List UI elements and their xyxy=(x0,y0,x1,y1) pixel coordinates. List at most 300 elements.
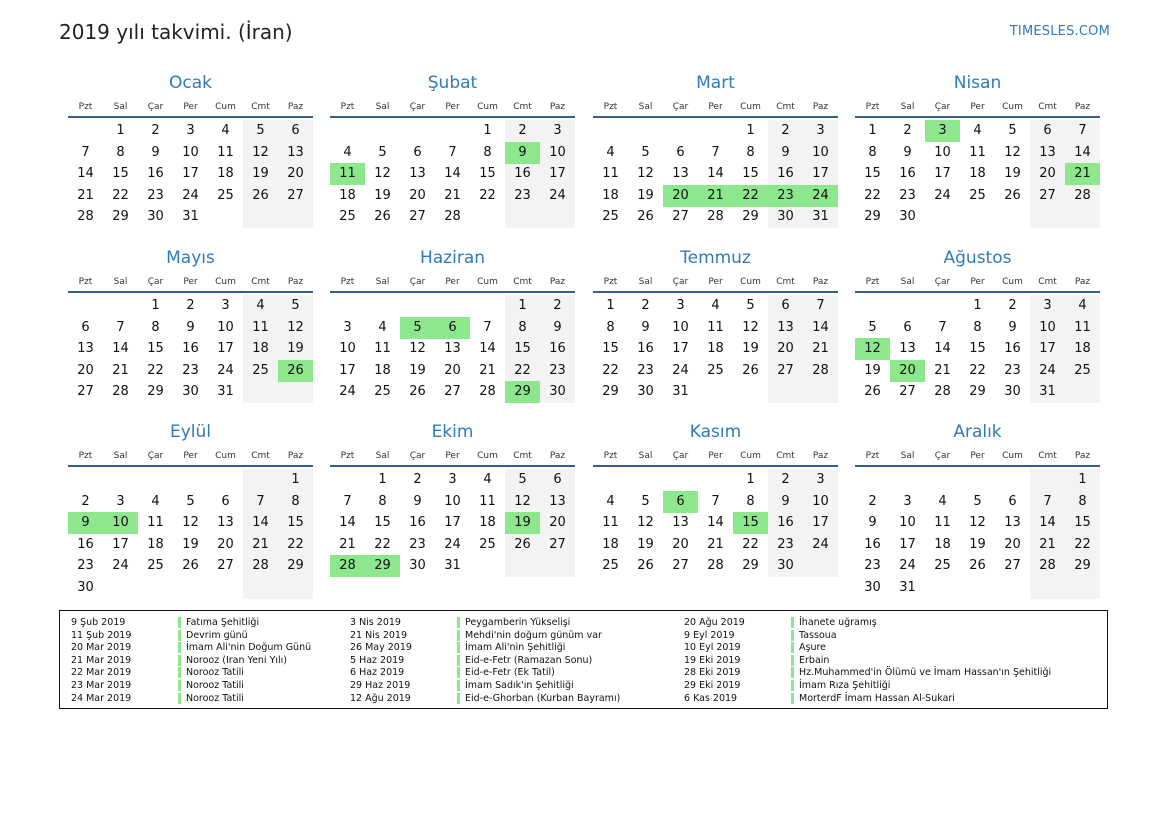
day-cell: 21 xyxy=(707,536,724,552)
day-cell: 21 xyxy=(934,362,951,378)
month-name: Ocak xyxy=(169,73,212,93)
day-cell: 14 xyxy=(707,166,724,182)
day-cell: 24 xyxy=(899,558,916,574)
day-cell: 15 xyxy=(479,166,496,182)
day-cell: 12 xyxy=(374,166,391,182)
month-5 xyxy=(68,250,313,420)
day-cell: 21 xyxy=(444,187,461,203)
holiday-date: 24 Mar 2019 xyxy=(71,692,132,704)
day-cell: 25 xyxy=(934,558,951,574)
month-rule xyxy=(330,291,575,293)
day-cell: 2 xyxy=(81,493,90,509)
day-cell: 29 xyxy=(287,558,304,574)
day-cell: 17 xyxy=(339,362,356,378)
day-cell: 15 xyxy=(864,166,881,182)
holiday-name: Eid-e-Ghorban (Kurban Bayramı) xyxy=(457,693,620,704)
day-cell: 9 xyxy=(1008,319,1017,335)
holiday-date: 22 Mar 2019 xyxy=(71,667,132,679)
day-cell: 7 xyxy=(938,319,947,335)
day-cell: 16 xyxy=(777,515,794,531)
month-name: Aralık xyxy=(953,422,1002,442)
holiday-day-cell: 6 xyxy=(663,491,698,513)
day-cell: 11 xyxy=(934,515,951,531)
day-cell: 12 xyxy=(637,166,654,182)
day-cell: 3 xyxy=(816,123,825,138)
day-cell: 1 xyxy=(116,123,125,138)
holiday-name: MorterdF İmam Hassan Al-Sukari xyxy=(791,693,955,704)
day-cell: 16 xyxy=(637,341,654,357)
day-cell: 17 xyxy=(182,166,199,182)
weekday-label: Sal xyxy=(113,451,128,461)
day-cell: 24 xyxy=(549,187,566,203)
weekday-label: Çar xyxy=(409,277,426,287)
day-cell: 31 xyxy=(182,209,199,225)
day-cell: 28 xyxy=(1074,187,1091,203)
day-cell: 31 xyxy=(812,209,829,225)
day-cell: 4 xyxy=(1078,298,1087,313)
day-cell: 7 xyxy=(256,493,265,509)
day-cell: 9 xyxy=(781,144,790,160)
weekday-label: Sal xyxy=(375,451,390,461)
weekday-label: Çar xyxy=(934,451,951,461)
weekday-label: Cum xyxy=(477,451,498,461)
weekday-label: Per xyxy=(183,277,198,287)
day-cell: 10 xyxy=(812,493,829,509)
day-cell: 27 xyxy=(409,209,426,225)
day-cell: 26 xyxy=(742,362,759,378)
day-cell: 16 xyxy=(182,341,199,357)
day-cell: 4 xyxy=(606,493,615,509)
day-cell: 17 xyxy=(899,536,916,552)
day-cell: 19 xyxy=(1004,166,1021,182)
day-cell: 3 xyxy=(553,123,562,138)
day-cell: 6 xyxy=(903,319,912,335)
day-cell: 18 xyxy=(374,362,391,378)
site-link[interactable]: TIMESLES.COM xyxy=(1009,24,1110,39)
day-grid xyxy=(68,469,313,594)
weekday-label: Cum xyxy=(1002,277,1023,287)
day-cell: 5 xyxy=(868,319,877,335)
day-cell: 3 xyxy=(903,493,912,509)
day-cell: 27 xyxy=(672,558,689,574)
day-cell: 5 xyxy=(378,144,387,160)
day-cell: 3 xyxy=(676,298,685,313)
day-cell: 28 xyxy=(112,384,129,400)
day-cell: 21 xyxy=(339,536,356,552)
weekday-header xyxy=(68,102,313,116)
holiday-day-cell: 21 xyxy=(698,185,733,207)
day-cell: 3 xyxy=(1043,298,1052,313)
day-cell: 26 xyxy=(637,209,654,225)
holiday-date: 11 Şub 2019 xyxy=(71,629,132,641)
day-cell: 19 xyxy=(742,341,759,357)
day-cell: 8 xyxy=(973,319,982,335)
day-grid xyxy=(855,120,1100,245)
day-cell: 2 xyxy=(641,298,650,313)
day-cell: 30 xyxy=(637,384,654,400)
day-cell: 14 xyxy=(339,515,356,531)
day-cell: 12 xyxy=(637,515,654,531)
holiday-date: 23 Mar 2019 xyxy=(71,679,132,691)
day-cell: 20 xyxy=(217,536,234,552)
day-cell: 22 xyxy=(742,536,759,552)
holiday-name: Eid-e-Fetr (Ramazan Sonu) xyxy=(457,655,592,666)
day-cell: 9 xyxy=(903,144,912,160)
holiday-date: 9 Eyl 2019 xyxy=(684,629,735,641)
day-cell: 3 xyxy=(343,319,352,335)
day-cell: 16 xyxy=(899,166,916,182)
holiday-name: İmam Sadık'ın Şehitliği xyxy=(457,680,574,691)
day-cell: 23 xyxy=(147,187,164,203)
day-cell: 10 xyxy=(339,341,356,357)
weekday-label: Cmt xyxy=(251,451,270,461)
day-cell: 19 xyxy=(374,187,391,203)
day-cell: 24 xyxy=(672,362,689,378)
weekday-header xyxy=(855,102,1100,116)
month-name: Ekim xyxy=(431,422,474,442)
day-cell: 2 xyxy=(151,123,160,138)
day-cell: 17 xyxy=(549,166,566,182)
day-cell: 26 xyxy=(637,558,654,574)
weekday-label: Çar xyxy=(147,277,164,287)
month-name: Mayıs xyxy=(166,248,215,268)
day-cell: 9 xyxy=(151,144,160,160)
day-cell: 8 xyxy=(868,144,877,160)
day-cell: 4 xyxy=(973,123,982,138)
day-cell: 20 xyxy=(549,515,566,531)
weekday-label: Çar xyxy=(672,277,689,287)
day-cell: 5 xyxy=(641,493,650,509)
day-cell: 5 xyxy=(291,298,300,313)
day-cell: 31 xyxy=(217,384,234,400)
day-cell: 22 xyxy=(112,187,129,203)
day-cell: 17 xyxy=(812,515,829,531)
day-cell: 22 xyxy=(479,187,496,203)
weekday-label: Çar xyxy=(672,451,689,461)
day-cell: 31 xyxy=(1039,384,1056,400)
holiday-day-cell: 22 xyxy=(733,185,768,207)
day-grid xyxy=(855,469,1100,594)
day-cell: 11 xyxy=(602,515,619,531)
day-cell: 3 xyxy=(221,298,230,313)
day-cell: 10 xyxy=(812,144,829,160)
day-cell: 17 xyxy=(444,515,461,531)
weekday-label: Sal xyxy=(638,277,653,287)
weekday-label: Cmt xyxy=(251,277,270,287)
day-cell: 12 xyxy=(287,319,304,335)
holiday-day-cell: 23 xyxy=(768,185,803,207)
holiday-name: İmam Ali'nin Şehitliği xyxy=(457,642,565,653)
day-cell: 2 xyxy=(553,298,562,313)
day-cell: 20 xyxy=(1004,536,1021,552)
weekday-header xyxy=(330,451,575,465)
weekday-label: Cum xyxy=(215,451,236,461)
day-cell: 18 xyxy=(934,536,951,552)
weekday-label: Pzt xyxy=(603,102,618,112)
weekday-label: Pzt xyxy=(340,102,355,112)
weekday-label: Sal xyxy=(638,451,653,461)
holiday-day-cell: 9 xyxy=(505,142,540,164)
day-cell: 6 xyxy=(553,472,562,487)
day-grid xyxy=(330,469,575,594)
weekday-label: Cmt xyxy=(513,102,532,112)
day-cell: 27 xyxy=(1004,558,1021,574)
day-cell: 2 xyxy=(1008,298,1017,313)
day-cell: 22 xyxy=(864,187,881,203)
weekday-header xyxy=(593,102,838,116)
day-cell: 14 xyxy=(252,515,269,531)
month-rule xyxy=(68,291,313,293)
day-cell: 25 xyxy=(969,187,986,203)
weekday-label: Per xyxy=(445,102,460,112)
day-cell: 11 xyxy=(602,166,619,182)
day-cell: 10 xyxy=(1039,319,1056,335)
day-cell: 19 xyxy=(409,362,426,378)
holiday-date: 19 Eki 2019 xyxy=(684,654,741,666)
day-cell: 19 xyxy=(182,536,199,552)
day-cell: 16 xyxy=(514,166,531,182)
day-cell: 28 xyxy=(252,558,269,574)
day-cell: 5 xyxy=(746,298,755,313)
holiday-day-cell: 10 xyxy=(103,512,138,534)
day-cell: 27 xyxy=(1039,187,1056,203)
holiday-day-cell: 21 xyxy=(1065,163,1100,185)
day-cell: 17 xyxy=(812,166,829,182)
holiday-day-cell: 3 xyxy=(925,120,960,142)
month-rule xyxy=(68,116,313,118)
month-rule xyxy=(68,465,313,467)
day-cell: 23 xyxy=(777,536,794,552)
holiday-name: İhanete uğramış xyxy=(791,617,877,628)
weekday-label: Sal xyxy=(900,102,915,112)
day-cell: 22 xyxy=(602,362,619,378)
day-cell: 22 xyxy=(969,362,986,378)
day-cell: 17 xyxy=(217,341,234,357)
holiday-name: Peygamberin Yükselişi xyxy=(457,617,570,628)
weekday-label: Sal xyxy=(375,277,390,287)
day-cell: 27 xyxy=(777,362,794,378)
day-cell: 5 xyxy=(1008,123,1017,138)
day-cell: 14 xyxy=(479,341,496,357)
day-cell: 8 xyxy=(483,144,492,160)
day-cell: 26 xyxy=(1004,187,1021,203)
month-name: Nisan xyxy=(953,73,1002,93)
day-cell: 8 xyxy=(116,144,125,160)
day-cell: 13 xyxy=(899,341,916,357)
day-cell: 3 xyxy=(448,472,457,487)
weekday-header xyxy=(68,277,313,291)
day-cell: 23 xyxy=(514,187,531,203)
day-cell: 13 xyxy=(549,493,566,509)
day-cell: 21 xyxy=(812,341,829,357)
day-cell: 4 xyxy=(221,123,230,138)
day-cell: 26 xyxy=(409,384,426,400)
day-cell: 2 xyxy=(781,472,790,487)
day-cell: 18 xyxy=(602,536,619,552)
month-rule xyxy=(855,465,1100,467)
month-name: Haziran xyxy=(419,248,486,268)
weekday-label: Paz xyxy=(549,102,566,112)
day-cell: 26 xyxy=(864,384,881,400)
day-cell: 15 xyxy=(147,341,164,357)
day-cell: 23 xyxy=(637,362,654,378)
holiday-day-cell: 12 xyxy=(855,338,890,360)
day-cell: 20 xyxy=(287,166,304,182)
weekday-header xyxy=(855,451,1100,465)
day-cell: 22 xyxy=(514,362,531,378)
day-cell: 6 xyxy=(781,298,790,313)
weekday-label: Çar xyxy=(672,102,689,112)
weekday-label: Pzt xyxy=(603,451,618,461)
weekday-header xyxy=(855,277,1100,291)
day-cell: 17 xyxy=(672,341,689,357)
day-cell: 13 xyxy=(287,144,304,160)
day-cell: 29 xyxy=(864,209,881,225)
holiday-day-cell: 29 xyxy=(505,381,540,403)
weekday-label: Pzt xyxy=(340,277,355,287)
day-cell: 20 xyxy=(1039,166,1056,182)
day-cell: 25 xyxy=(602,558,619,574)
day-cell: 5 xyxy=(641,144,650,160)
day-cell: 24 xyxy=(112,558,129,574)
day-cell: 19 xyxy=(637,187,654,203)
day-cell: 14 xyxy=(934,341,951,357)
day-cell: 27 xyxy=(77,384,94,400)
holiday-day-cell: 28 xyxy=(330,555,365,577)
day-cell: 12 xyxy=(969,515,986,531)
holiday-name: Devrim günü xyxy=(178,630,248,641)
holiday-day-cell: 15 xyxy=(733,512,768,534)
day-cell: 21 xyxy=(77,187,94,203)
weekday-label: Per xyxy=(708,451,723,461)
weekday-label: Cmt xyxy=(1038,277,1057,287)
day-cell: 14 xyxy=(812,319,829,335)
weekday-header xyxy=(593,277,838,291)
day-cell: 30 xyxy=(864,580,881,595)
day-cell: 30 xyxy=(777,209,794,225)
month-2 xyxy=(330,75,575,245)
day-cell: 16 xyxy=(147,166,164,182)
day-cell: 2 xyxy=(518,123,527,138)
day-cell: 23 xyxy=(1004,362,1021,378)
day-cell: 26 xyxy=(182,558,199,574)
day-cell: 6 xyxy=(1008,493,1017,509)
day-cell: 28 xyxy=(77,209,94,225)
day-cell: 10 xyxy=(182,144,199,160)
day-cell: 27 xyxy=(444,384,461,400)
day-cell: 6 xyxy=(81,319,90,335)
weekday-label: Pzt xyxy=(78,277,93,287)
day-cell: 13 xyxy=(444,341,461,357)
day-cell: 7 xyxy=(1078,123,1087,138)
day-cell: 24 xyxy=(217,362,234,378)
day-cell: 20 xyxy=(444,362,461,378)
weekday-label: Cmt xyxy=(1038,451,1057,461)
holiday-day-cell: 9 xyxy=(68,512,103,534)
day-cell: 11 xyxy=(707,319,724,335)
holiday-name: Norooz (Iran Yeni Yılı) xyxy=(178,655,287,666)
day-grid xyxy=(593,120,838,245)
day-cell: 29 xyxy=(742,558,759,574)
weekday-header xyxy=(593,451,838,465)
weekday-label: Çar xyxy=(409,102,426,112)
day-cell: 12 xyxy=(182,515,199,531)
day-cell: 4 xyxy=(256,298,265,313)
month-10 xyxy=(330,424,575,594)
day-cell: 28 xyxy=(479,384,496,400)
day-cell: 17 xyxy=(112,536,129,552)
day-cell: 30 xyxy=(777,558,794,574)
day-cell: 18 xyxy=(339,187,356,203)
day-cell: 19 xyxy=(637,536,654,552)
day-cell: 28 xyxy=(444,209,461,225)
weekday-label: Paz xyxy=(549,451,566,461)
weekday-label: Paz xyxy=(1074,102,1091,112)
month-4 xyxy=(855,75,1100,245)
weekday-label: Sal xyxy=(113,277,128,287)
weekday-label: Paz xyxy=(1074,277,1091,287)
holiday-day-cell: 5 xyxy=(400,317,435,339)
weekday-label: Per xyxy=(708,277,723,287)
weekday-label: Sal xyxy=(638,102,653,112)
day-cell: 31 xyxy=(672,384,689,400)
day-cell: 15 xyxy=(514,341,531,357)
weekday-label: Cum xyxy=(477,102,498,112)
day-cell: 27 xyxy=(899,384,916,400)
day-cell: 16 xyxy=(864,536,881,552)
day-cell: 9 xyxy=(186,319,195,335)
holiday-name: Hz.Muhammed'in Ölümü ve İmam Hassan'ın Şehitliği xyxy=(791,667,1051,678)
day-cell: 30 xyxy=(77,580,94,595)
day-cell: 29 xyxy=(147,384,164,400)
weekday-label: Pzt xyxy=(340,451,355,461)
day-cell: 13 xyxy=(217,515,234,531)
day-cell: 23 xyxy=(182,362,199,378)
day-cell: 8 xyxy=(746,144,755,160)
day-cell: 30 xyxy=(899,209,916,225)
day-cell: 30 xyxy=(1004,384,1021,400)
day-cell: 6 xyxy=(291,123,300,138)
day-cell: 11 xyxy=(969,144,986,160)
day-cell: 14 xyxy=(1039,515,1056,531)
day-cell: 11 xyxy=(374,341,391,357)
day-grid xyxy=(68,120,313,245)
holiday-day-cell: 6 xyxy=(435,317,470,339)
holiday-date: 5 Haz 2019 xyxy=(350,654,405,666)
day-cell: 18 xyxy=(602,187,619,203)
day-cell: 24 xyxy=(182,187,199,203)
day-cell: 29 xyxy=(969,384,986,400)
day-cell: 9 xyxy=(553,319,562,335)
holiday-date: 29 Haz 2019 xyxy=(350,679,411,691)
weekday-label: Cmt xyxy=(251,102,270,112)
day-cell: 24 xyxy=(934,187,951,203)
holiday-list xyxy=(59,610,1108,709)
day-cell: 6 xyxy=(413,144,422,160)
day-cell: 20 xyxy=(77,362,94,378)
holiday-date: 26 May 2019 xyxy=(350,642,412,654)
weekday-label: Sal xyxy=(900,451,915,461)
day-cell: 1 xyxy=(973,298,982,313)
day-cell: 24 xyxy=(339,384,356,400)
day-cell: 7 xyxy=(816,298,825,313)
weekday-label: Cum xyxy=(477,277,498,287)
day-cell: 2 xyxy=(868,493,877,509)
day-cell: 3 xyxy=(816,472,825,487)
weekday-label: Per xyxy=(970,277,985,287)
month-rule xyxy=(855,291,1100,293)
weekday-header xyxy=(330,277,575,291)
